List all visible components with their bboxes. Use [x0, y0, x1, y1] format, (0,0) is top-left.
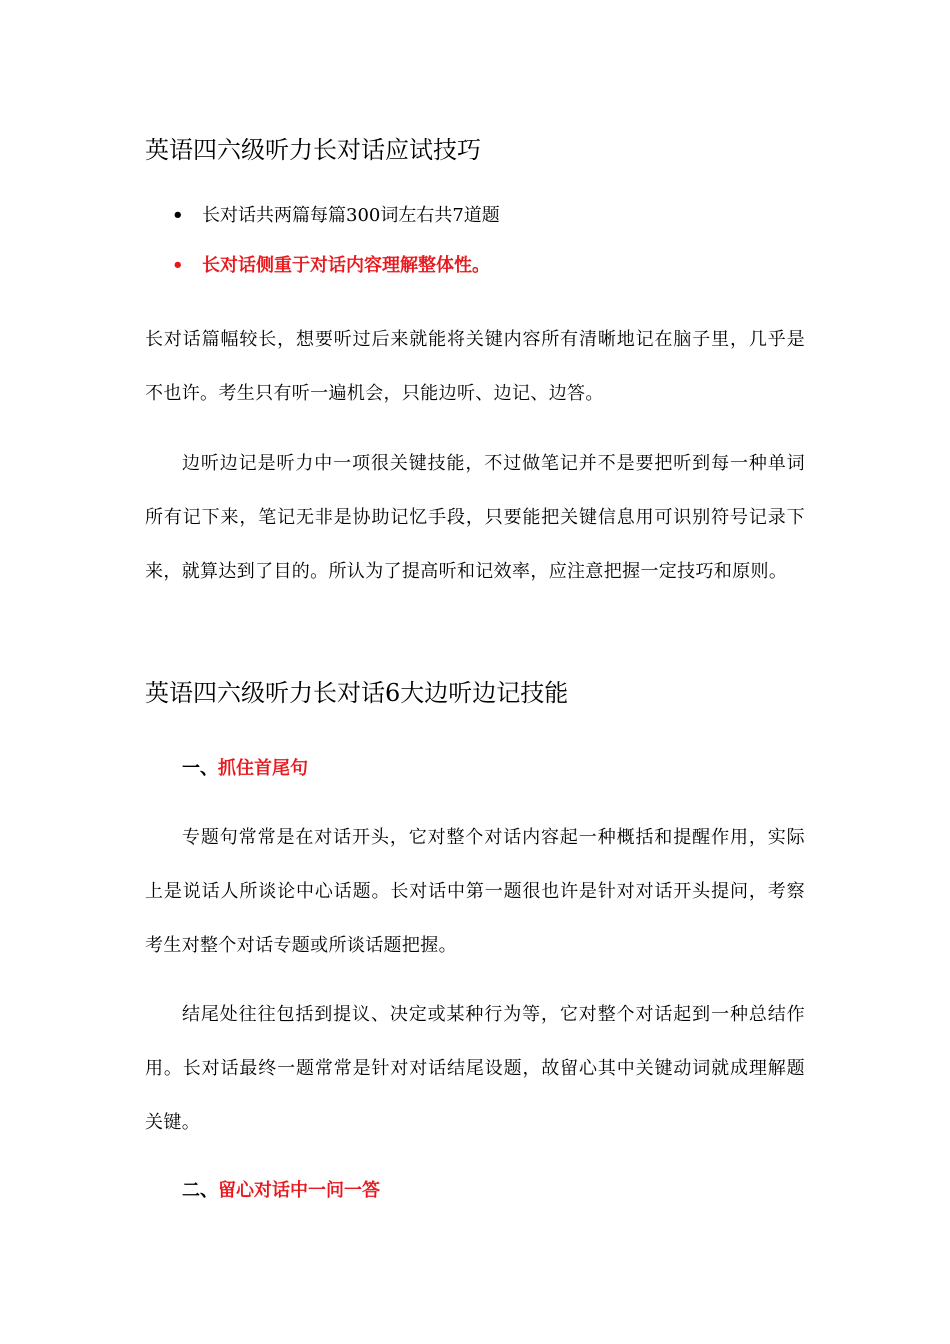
- bullet-text: 长对话侧重于对话内容理解整体性。: [202, 255, 490, 276]
- section-title: 英语四六级听力长对话6大边听边记技能: [145, 679, 569, 707]
- paragraph-opening-sentence: 专题句常常是在对话开头，它对整个对话内容起一种概括和提醒作用，实际上是说话人所谈论中心话题。长对话中第一题很也许是针对对话开头提问，考察考生对整个对话专题或所谈话题把握。: [145, 827, 805, 956]
- subsection-title: 留心对话中一问一答: [218, 1180, 380, 1201]
- subsection-number: 二、: [182, 1180, 218, 1201]
- page-title: 英语四六级听力长对话应试技巧: [145, 136, 481, 164]
- bullet-text: 长对话共两篇每篇300词左右共7道题: [202, 205, 500, 226]
- subsection-number: 一、: [182, 758, 218, 779]
- subsection-heading-2: [182, 1178, 380, 1204]
- bullet-item-highlighted: [172, 253, 490, 279]
- paragraph-note-taking: 边听边记是听力中一项很关键技能，不过做笔记并不是要把听到每一种单词所有记下来，笔记无非是协助记忆手段，只要能把关键信息用可识别符号记录下来，就算达到了目的。所认为了提高听和记效率，应注意把握一定技巧和原则。: [145, 453, 805, 582]
- bullet-item: [172, 203, 500, 229]
- subsection-title: 抓住首尾句: [218, 758, 308, 779]
- paragraph-closing-sentence: 结尾处往往包括到提议、决定或某种行为等，它对整个对话起到一种总结作用。长对话最终一题常常是针对对话结尾设题，故留心其中关键动词就成理解题关键。: [145, 1004, 805, 1133]
- bullet-icon: •: [172, 255, 184, 276]
- bullet-icon: •: [172, 205, 184, 226]
- subsection-heading-1: [182, 756, 308, 782]
- paragraph-intro: 长对话篇幅较长，想要听过后来就能将关键内容所有清晰地记在脑子里，几乎是不也许。考生只有听一遍机会，只能边听、边记、边答。: [145, 329, 805, 404]
